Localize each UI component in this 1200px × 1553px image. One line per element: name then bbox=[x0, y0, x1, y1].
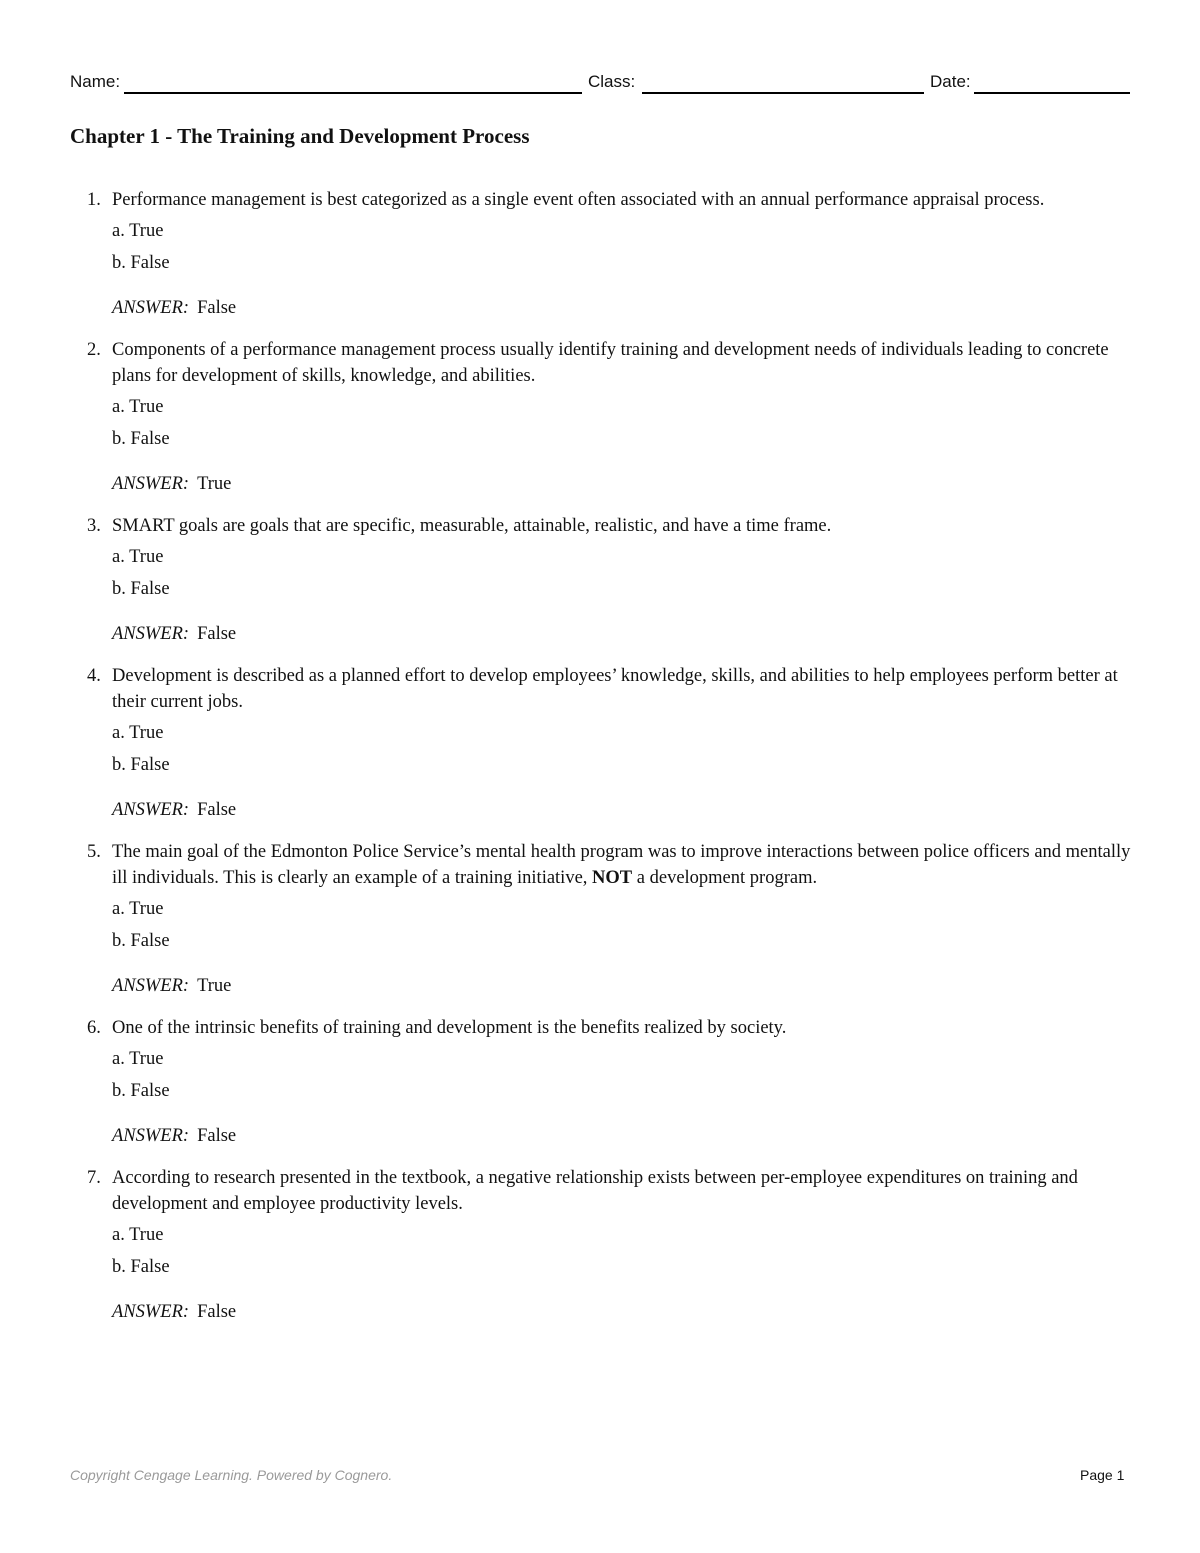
class-field[interactable] bbox=[642, 92, 924, 94]
answer-value: False bbox=[197, 1302, 237, 1322]
answer-value: True bbox=[197, 474, 232, 494]
answer-label: ANSWER: bbox=[112, 1126, 190, 1146]
answer-label: ANSWER: bbox=[112, 1302, 190, 1322]
answer-line bbox=[112, 1299, 1132, 1325]
option-true[interactable]: a. True bbox=[112, 1225, 164, 1245]
option-true[interactable]: a. True bbox=[112, 397, 164, 417]
name-label: Name: bbox=[70, 72, 121, 91]
option-true[interactable]: a. True bbox=[112, 899, 164, 919]
answer-label: ANSWER: bbox=[112, 976, 190, 996]
class-label: Class: bbox=[588, 72, 636, 91]
question-number: 6. bbox=[87, 1018, 101, 1038]
date-label: Date: bbox=[930, 72, 971, 91]
option-false[interactable]: b. False bbox=[112, 931, 170, 951]
question-item bbox=[87, 187, 1132, 321]
option-false[interactable]: b. False bbox=[112, 429, 170, 449]
question-number: 4. bbox=[87, 666, 101, 686]
question-item bbox=[87, 337, 1132, 497]
question-number: 2. bbox=[87, 340, 101, 360]
answer-value: False bbox=[197, 624, 237, 644]
option-false[interactable]: b. False bbox=[112, 253, 170, 273]
question-item bbox=[87, 513, 1132, 647]
student-info-header bbox=[70, 72, 1130, 98]
question-item bbox=[87, 839, 1132, 999]
answer-line bbox=[112, 1123, 1132, 1149]
option-false[interactable]: b. False bbox=[112, 1257, 170, 1277]
option-true[interactable]: a. True bbox=[112, 1049, 164, 1069]
answer-label: ANSWER: bbox=[112, 800, 190, 820]
answer-value: False bbox=[197, 800, 237, 820]
question-item bbox=[87, 1015, 1132, 1149]
question-text: Performance management is best categorized as a single event often associated with an annual performance appraisal process. bbox=[112, 190, 1045, 210]
name-field[interactable] bbox=[124, 92, 582, 94]
copyright-footer: Copyright Cengage Learning. Powered by Cognero. bbox=[70, 1467, 393, 1483]
question-text bbox=[112, 839, 1132, 891]
question-number: 5. bbox=[87, 842, 101, 862]
answer-value: True bbox=[197, 976, 232, 996]
option-true[interactable]: a. True bbox=[112, 221, 164, 241]
question-text: One of the intrinsic benefits of training and development is the benefits realized by society. bbox=[112, 1018, 787, 1038]
answer-line bbox=[112, 295, 1132, 321]
option-true[interactable]: a. True bbox=[112, 723, 164, 743]
question-text-part: a development program. bbox=[636, 868, 818, 888]
answer-label: ANSWER: bbox=[112, 474, 190, 494]
question-number: 3. bbox=[87, 516, 101, 536]
question-number: 7. bbox=[87, 1168, 101, 1188]
option-false[interactable]: b. False bbox=[112, 1081, 170, 1101]
question-number: 1. bbox=[87, 190, 101, 210]
question-item bbox=[87, 1165, 1132, 1325]
question-text: Development is described as a planned effort to develop employees’ knowledge, skills, and abilities to help employees perform better at their current jobs. bbox=[112, 666, 1118, 712]
question-text: According to research presented in the textbook, a negative relationship exists between per-employee expenditures on training and development and employee productivity levels. bbox=[112, 1168, 1078, 1214]
answer-label: ANSWER: bbox=[112, 624, 190, 644]
question-text-emphasis: NOT bbox=[592, 868, 633, 888]
chapter-title: Chapter 1 - The Training and Development Process bbox=[70, 124, 530, 148]
question-text: Components of a performance management process usually identify training and development needs of individuals leading to concrete plans for development of skills, knowledge, and abilities. bbox=[112, 340, 1109, 386]
answer-line bbox=[112, 797, 1132, 823]
answer-line bbox=[112, 973, 1132, 999]
answer-value: False bbox=[197, 298, 237, 318]
date-field[interactable] bbox=[974, 92, 1130, 94]
option-false[interactable]: b. False bbox=[112, 755, 170, 775]
question-text: SMART goals are goals that are specific, measurable, attainable, realistic, and have a time frame. bbox=[112, 516, 832, 536]
answer-line bbox=[112, 621, 1132, 647]
question-item bbox=[87, 663, 1132, 823]
question-list bbox=[87, 187, 1132, 1341]
answer-label: ANSWER: bbox=[112, 298, 190, 318]
option-false[interactable]: b. False bbox=[112, 579, 170, 599]
question-text-part: The main goal of the Edmonton Police Service’s mental health program was to improve interactions between police officers and mentally ill individuals. This is clearly an example of a training initiative, bbox=[112, 842, 1131, 888]
answer-value: False bbox=[197, 1126, 237, 1146]
answer-line bbox=[112, 471, 1132, 497]
option-true[interactable]: a. True bbox=[112, 547, 164, 567]
page-number: Page 1 bbox=[1080, 1467, 1125, 1483]
